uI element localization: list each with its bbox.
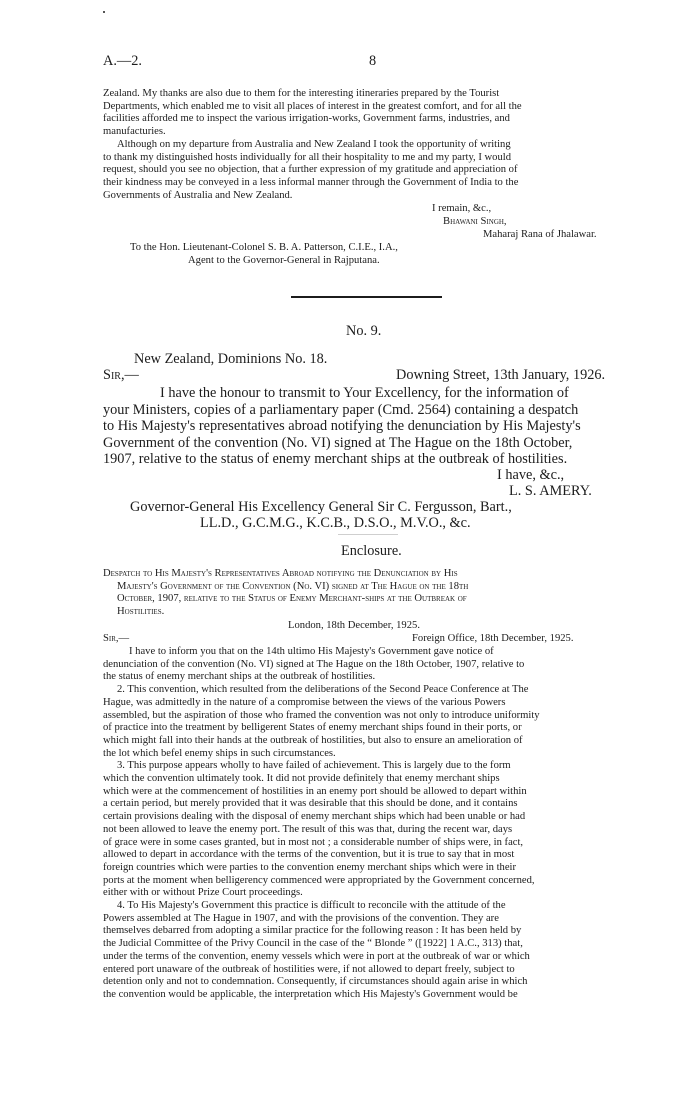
letter-addressee-line2: Agent to the Governor-General in Rajputana. (188, 255, 380, 266)
body-line: either with or without Prize Court proceedings. (103, 887, 303, 899)
enclosure-heading-line: October, 1907, relative to the Status of Enemy Merchant-ships at the Outbreak of (117, 593, 467, 605)
despatch-line: I have the honour to transmit to Your Excellency, for the information of (160, 385, 569, 401)
despatch-number: No. 9. (346, 323, 382, 339)
letter-line: Departments, which enabled me to visit all places of interest in the greatest comfort, and for all the (103, 100, 522, 112)
letter-line: Although on my departure from Australia and New Zealand I took the opportunity of writing (117, 138, 511, 150)
enclosure-office-date: Foreign Office, 18th December, 1925. (412, 633, 574, 644)
body-line: which might fall into their hands at the outbreak of hostilities, but also to ensure an amelioration of (103, 734, 523, 746)
body-line: the lot which befel enemy ships in such circumstances. (103, 747, 336, 759)
despatch-line: your Ministers, copies of a parliamentary paper (Cmd. 2564) containing a despatch (103, 401, 579, 418)
enclosure-title: Enclosure. (341, 543, 402, 559)
letter-line: manufacturies. (103, 126, 166, 138)
letter-signature-title: Maharaj Rana of Jhalawar. (483, 229, 597, 240)
despatch-recipient-line2: LL.D., G.C.M.G., K.C.B., D.S.O., M.V.O., &c. (200, 515, 471, 531)
body-line: 4. To His Majesty's Government this practice is difficult to reconcile with the attitude of the (117, 900, 506, 912)
body-line: detention only and not to condemnation. Consequently, if circumstances should again arise in which (103, 976, 528, 988)
enclosure-heading (103, 568, 598, 619)
body-line: ports at the moment when belligerency commenced were appropriated by the Government concerned, (103, 874, 535, 886)
body-line: assembled, but the aspiration of those who framed the convention was not only to introduce uniformity (103, 709, 540, 721)
body-line: I have to inform you that on the 14th ultimo His Majesty's Government gave notice of (129, 646, 494, 657)
body-line: which were at the commencement of hostilities in an enemy port should be allowed to depart within (103, 785, 527, 797)
despatch-line: Government of the convention (No. VI) signed at The Hague on the 18th October, (103, 434, 573, 451)
enclosure-heading-line: Hostilities. (117, 606, 165, 618)
enclosure-heading-line: Despatch to His Majesty's Representatives Abroad notifying the Denunciation by His (103, 568, 458, 579)
body-line: of grace were in some cases granted, but in most not ; a considerable number of ships were, in fact, (103, 836, 524, 848)
letter-signature: Bhawani Singh, (443, 216, 507, 227)
body-line: 2. This convention, which resulted from the deliberations of the Second Peace Conference at The (117, 684, 529, 696)
despatch-closing: I have, &c., (497, 467, 565, 483)
despatch-salutation: Sir,— (103, 367, 139, 383)
body-line: Hague, was admittedly in the nature of a compromise between the views of the various Powers (103, 696, 506, 708)
page-reference: A.—2. (103, 53, 142, 69)
body-line: a certain period, but merely provided that it was desirable that this should be done, and it contains (103, 798, 518, 810)
despatch-place-date: Downing Street, 13th January, 1926. (396, 367, 606, 383)
letter-addressee: To the Hon. Lieutenant-Colonel S. B. A. Patterson, C.I.E., I.A., (130, 242, 398, 253)
body-line: under the terms of the convention, enemy vessels which were in port at the outbreak of war or which (103, 950, 530, 962)
letter-line: Zealand. My thanks are also due to them for the interesting itineraries prepared by the Tourist (103, 88, 500, 99)
body-line: certain provisions dealing with the disposal of enemy merchant ships which had been unable or had (103, 811, 526, 823)
letter-closing: I remain, &c., (432, 203, 492, 214)
enclosure-dateline: London, 18th December, 1925. (288, 620, 420, 631)
body-line: the Judicial Committee of the Privy Council in the case of the “ Blonde ” ([1922] 1 A.C., 313) that, (103, 938, 523, 950)
letter-body (103, 88, 596, 202)
body-line: which the convention ultimately took. It did not provide definitely that enemy merchant ships (103, 773, 500, 785)
body-line: denunciation of the convention (No. VI) signed at The Hague on the 18th October, 1907, relative to (103, 658, 525, 670)
enclosure-body (103, 646, 598, 1002)
body-line: 3. This purpose appears wholly to have failed of achievement. This is largely due to the form (117, 760, 511, 772)
body-line: not been allowed to leave the enemy port. The result of this was that, during the recent war, days (103, 823, 513, 835)
despatch-line: to His Majesty's representatives abroad notifying the denunciation by His Majesty's (103, 418, 581, 435)
body-line: allowed to depart in accordance with the terms of the convention, but it is true to say that in most (103, 849, 515, 861)
body-line: entered port unaware of the outbreak of hostilities were, if not allowed to depart freely, subject to (103, 963, 515, 975)
despatch-heading: New Zealand, Dominions No. 18. (134, 351, 328, 367)
body-line: Powers assembled at The Hague in 1907, and with the provisions of the convention. They are (103, 912, 499, 924)
despatch-recipient: Governor-General His Excellency General Sir C. Fergusson, Bart., (130, 499, 512, 515)
letter-line: to thank my distinguished hosts individually for all their hospitality to me and my party, I would (103, 151, 512, 163)
page-number: 8 (369, 53, 377, 69)
enclosure-heading-line: Majesty's Government of the Convention (No. VI) signed at The Hague on the 18th (117, 580, 469, 592)
despatch-body (103, 385, 599, 468)
section-rule (291, 296, 442, 298)
letter-line: facilities afforded me to inspect the various irrigation-works, Government farms, industries, and (103, 113, 510, 125)
body-line: of practice into the treatment by belligerent States of enemy merchant ships found in their ports, or (103, 722, 522, 734)
letter-line: request, should you see no objection, that a further expression of my gratitude and appreciation of (103, 164, 518, 176)
scan-speck (103, 11, 105, 13)
enclosure-salutation: Sir,— (103, 633, 130, 644)
body-line: the status of enemy merchant ships at the outbreak of hostilities. (103, 671, 376, 683)
body-line: themselves debarred from adopting a similar practice for the following reason : It has been held by (103, 925, 522, 937)
letter-line: their kindness may be conveyed in a less informal manner through the Government of India to the (103, 176, 519, 188)
despatch-signature: L. S. AMERY. (509, 483, 592, 499)
body-line: foreign countries which were parties to the convention enemy merchant ships which were in their (103, 861, 517, 873)
body-line: the convention would be applicable, the interpretation which His Majesty's Government would be (103, 988, 518, 1000)
despatch-line: 1907, relative to the status of enemy merchant ships at the outbreak of hostilities. (103, 451, 568, 468)
letter-line: Governments of Australia and New Zealand. (103, 189, 293, 201)
section-divider (338, 534, 398, 535)
